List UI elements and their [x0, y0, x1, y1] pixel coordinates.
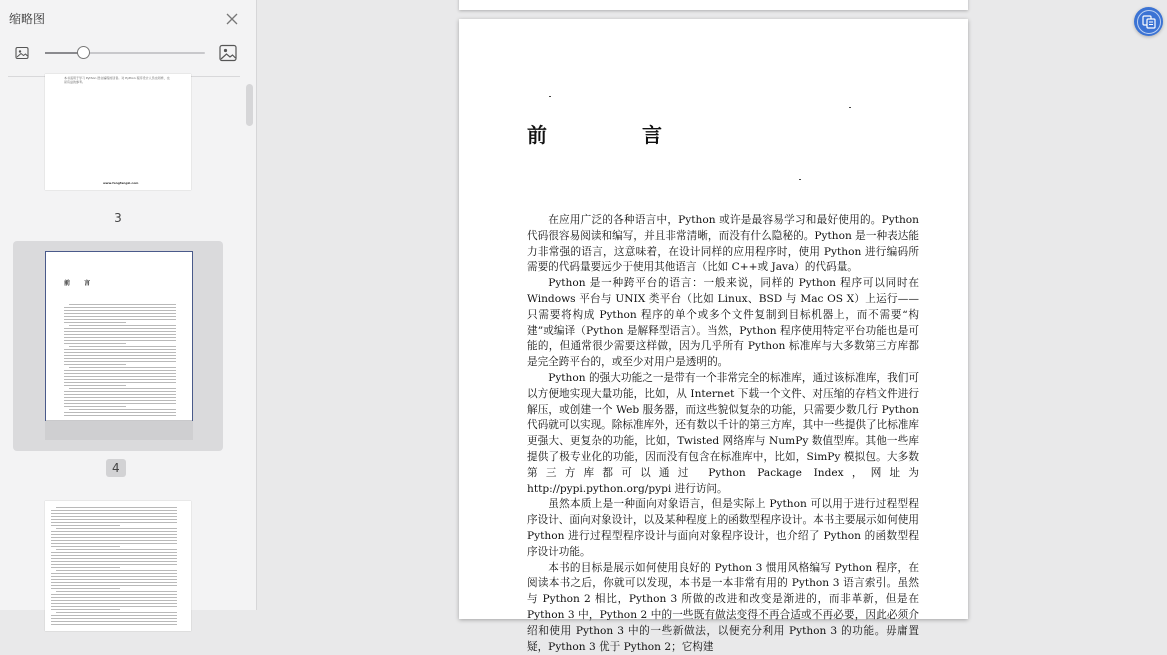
sidebar-scrollbar[interactable] — [246, 84, 253, 126]
thumbnail-text-line — [51, 537, 177, 538]
thumbnail-text-line — [51, 594, 177, 595]
thumbnail-page-3[interactable] — [13, 76, 223, 200]
thumbnail-text-line — [51, 597, 177, 598]
thumbnail-text-line — [64, 385, 126, 386]
thumbnail-text-line — [64, 334, 176, 335]
thumbnail-text-line — [51, 543, 177, 544]
thumbnail-text-line — [51, 579, 177, 580]
thumbnail-text-line — [51, 552, 177, 553]
paragraph: 本书的目标是展示如何使用良好的 Python 3 惯用风格编写 Python 程序，在阅读本书之后，你就可以发现，本书是一本非常有用的 Python 3 语言索引。虽然与 Python 2 相比，Python 3 所做的改进和改变是渐进的，而非革新，但是在 Python 3 中，Python 2 中的一些既有做法变得不再合适或不再必要，因此必须介绍和使用 Python 3 中的一些新做法，以便充分利用 Python 3 的功能。毋庸置疑，Python 3 优于 Python 2；它构建 — [527, 561, 919, 653]
translate-doc-button[interactable] — [1134, 7, 1163, 36]
thumbnail-text-line — [64, 340, 176, 341]
thumbnail-text-line — [64, 343, 126, 344]
thumbnail-text-line — [69, 388, 176, 389]
thumbnail-text-line — [64, 310, 176, 311]
thumbnail-text-line — [64, 397, 176, 398]
thumbnail-text-line — [56, 591, 177, 592]
paragraph: 在应用广泛的各种语言中，Python 或许是最容易学习和最好使用的。Python 代码很容易阅读和编写，并且非常清晰，而没有什么隐秘的。Python 是一种表达能力非常强的语言，这意味着，在设计同样的应用程序时，使用 Python 进行编码所需要的代码量要远少于使用其他语言（比如 C++或 Java）的代码量。 — [527, 214, 919, 274]
thumbnail-text-line — [64, 358, 176, 359]
thumbnail-page-number: 4 — [106, 459, 126, 477]
page-title: 前 言 — [527, 123, 706, 147]
page-body — [527, 213, 919, 655]
thumbnail-text-line — [56, 549, 177, 550]
thumbnail-text-line — [51, 567, 120, 568]
thumbnail-text-line — [64, 319, 176, 320]
thumbnail-page-4[interactable] — [13, 241, 223, 451]
thumbnail-text-line — [51, 585, 177, 586]
thumbnail-text-line — [64, 415, 176, 416]
thumbnail-text-line — [64, 349, 176, 350]
thumbnail-text-line — [51, 606, 177, 607]
thumbnail-text-line — [51, 564, 177, 565]
thumbnail-text-line — [64, 373, 176, 374]
thumbnail-text-line — [51, 513, 177, 514]
thumbnail-overlay-strip — [45, 421, 193, 440]
thumbnail-image — [45, 251, 193, 421]
thumbnail-text-line — [51, 561, 177, 562]
thumbnail-text-line — [64, 394, 176, 395]
previous-page — [459, 0, 968, 10]
image-small-icon[interactable] — [15, 46, 29, 60]
thumbnail-text-line — [64, 337, 176, 338]
thumbnail-text-line — [64, 403, 176, 404]
thumbnail-text-line — [64, 322, 126, 323]
thumbnail-text-line — [64, 406, 126, 407]
thumbnail-text-line — [64, 361, 176, 362]
thumbnail-text-line — [51, 576, 177, 577]
thumbnail-text-line — [51, 516, 177, 517]
thumbnail-text-line — [51, 534, 177, 535]
thumbnail-text-line — [51, 573, 177, 574]
thumbnail-text-line — [56, 507, 177, 508]
thumbnail-image — [45, 501, 191, 631]
thumbnail-text-line — [51, 540, 177, 541]
thumbnail-text-line — [69, 409, 176, 410]
thumbnail-footer-text: www.fengfangzi.com — [103, 181, 139, 185]
thumbnail-text-line — [51, 609, 120, 610]
thumbnail-text-line — [64, 412, 176, 413]
thumbnail-text-line — [69, 304, 176, 305]
thumbnail-text-line — [51, 621, 177, 622]
thumbnail-top-text: 本书适用于学习 Python 语言编程的读者。对 Python 程序设计人员也同样，也是有益的参考。 — [64, 76, 170, 84]
thumbnail-text-line — [51, 615, 177, 616]
image-large-icon[interactable] — [219, 44, 237, 62]
paragraph: Python 的强大功能之一是带有一个非常完全的标准库，通过该标准库，我们可以方便地实现大量功能，比如，从 Internet 下载一个文件、对压缩的存档文件进行解压，或创建一个 Web 服务器，而这些貌似复杂的功能，只需要少数几行 Python 代码就可以实现。除标准库外，还有数以千计的第三方库，其中一些提供了比标准库更强大、更复杂的功能，比如，Twisted 网络库与 NumPy 数值型库。其他一些库提供了极专业化的功能，因而没有包含在标准库中，比如，SimPy 模拟包。大多数第三方库都可以通过 Python Package Index，网址为 http://pypi.python.org/pypi 进行访问。 — [527, 371, 919, 495]
thumbnail-image — [45, 74, 191, 190]
thumbnail-page-5[interactable] — [13, 491, 223, 631]
thumbnail-text-line — [51, 588, 120, 589]
thumbnail-text-line — [64, 331, 176, 332]
close-icon[interactable] — [223, 10, 241, 28]
thumbnail-text-line — [51, 510, 177, 511]
thumbnail-text-line — [51, 624, 177, 625]
thumbnail-text-line — [64, 307, 176, 308]
thumbnail-text-line — [69, 367, 176, 368]
thumbnail-text-line — [51, 600, 177, 601]
thumbnail-text-line — [51, 546, 120, 547]
thumbnail-text-line — [51, 522, 177, 523]
thumbnail-text-line — [51, 531, 177, 532]
thumbnail-text-line — [64, 382, 176, 383]
thumbnail-sidebar — [0, 0, 257, 610]
thumbnail-text-line — [64, 370, 176, 371]
thumbnail-text-line — [64, 352, 176, 353]
thumbnail-text-line — [51, 618, 177, 619]
thumbnail-text-line — [69, 346, 176, 347]
thumbnail-text-line — [56, 528, 177, 529]
paragraph: 虽然本质上是一种面向对象语言，但是实际上 Python 可以用于进行过程型程序设计、面向对象设计，以及某种程度上的函数型程序设计。本书主要展示如何使用 Python 进行过程型程序设计与面向对象程序设计，也介绍了 Python 的函数型程序设计功能。 — [527, 498, 919, 558]
thumbnail-text-line — [64, 400, 176, 401]
thumbnail-text-line — [64, 316, 176, 317]
thumbnail-text-line — [51, 582, 177, 583]
document-view[interactable] — [257, 0, 1167, 653]
thumbnail-text-line — [64, 364, 126, 365]
thumbnail-text-line — [51, 603, 177, 604]
slider-thumb[interactable] — [77, 46, 90, 59]
thumbnail-text-line — [51, 555, 177, 556]
thumbnail-text-line — [64, 313, 176, 314]
current-page — [459, 19, 968, 653]
thumbnail-zoom-slider[interactable] — [45, 52, 205, 54]
thumbnail-text-line — [69, 325, 176, 326]
thumbnail-text-line — [56, 570, 177, 571]
thumbnail-text-line — [64, 391, 176, 392]
thumbnail-text-line — [64, 328, 176, 329]
paragraph: Python 是一种跨平台的语言：一般来说，同样的 Python 程序可以同时在 Windows 平台与 UNIX 类平台（比如 Linux、BSD 与 Mac OS X）上运行——只需要将构成 Python 程序的单个或多个文件复制到目标机器上，而不需要“构建”或编译（Python 是解释型语言）。当然，Python 程序使用特定平台功能也是可能的，但通常很少需要这样做，因为几乎所有 Python 标准库与大多数第三方库都是完全跨平台的，或至少对用户是透明的。 — [527, 277, 919, 369]
thumbnail-text-line — [64, 376, 176, 377]
thumbnail-text-line — [51, 558, 177, 559]
sidebar-title: 缩略图 — [9, 12, 46, 26]
thumbnail-text-line — [64, 379, 176, 380]
thumbnail-heading: 前 言 — [64, 280, 97, 287]
thumbnail-text-line — [51, 519, 177, 520]
thumbnail-page-number: 3 — [114, 211, 122, 225]
thumbnail-text-line — [64, 355, 176, 356]
thumbnail-text-line — [51, 525, 120, 526]
thumbnail-text-line — [56, 612, 177, 613]
translate-doc-icon — [1142, 15, 1156, 29]
